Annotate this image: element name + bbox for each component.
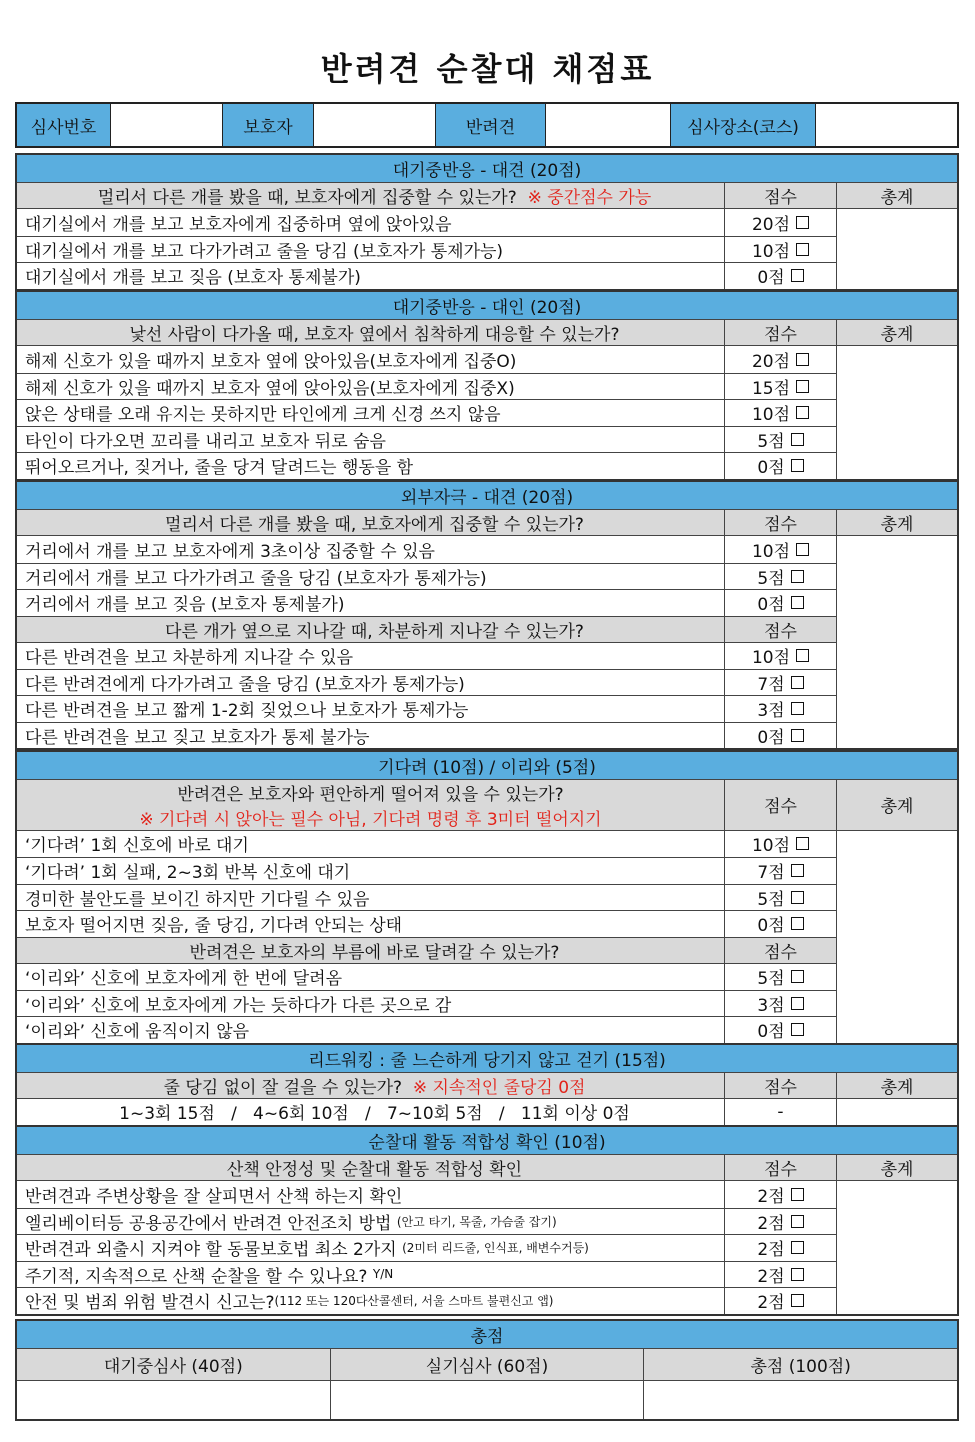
list-item: 뛰어오르거나, 짖거나, 줄을 당겨 달려드는 행동을 함 0점: [17, 452, 836, 479]
list-item: 주기적, 지속적으로 산책 순찰을 할 수 있나요? Y/N 2점: [17, 1261, 836, 1288]
question-text: 줄 당김 없이 잘 걸을 수 있는가?: [163, 1077, 403, 1098]
checkbox[interactable]: [791, 1215, 804, 1228]
total-header: 총계: [836, 510, 957, 536]
exam-no-field[interactable]: [111, 104, 223, 146]
score-header: 점수: [724, 938, 836, 964]
score-header: 점수: [724, 780, 836, 830]
total-header: 총계: [836, 1073, 957, 1099]
list-item: 반려견과 주변상황을 잘 살피면서 산책 하는지 확인 2점: [17, 1181, 836, 1208]
section-header: 대기중반응 - 대인 (20점): [17, 292, 957, 319]
list-item: 대기실에서 개를 보고 짖음 (보호자 통제불가) 0점: [17, 262, 836, 289]
checkbox[interactable]: [791, 433, 804, 446]
list-item: 해제 신호가 있을 때까지 보호자 옆에 앉아있음(보호자에게 집중O) 20점: [17, 346, 836, 373]
list-item: 해제 신호가 있을 때까지 보호자 옆에 앉아있음(보호자에게 집중X) 15점: [17, 373, 836, 400]
list-item: 다른 반려견에게 다가가려고 줄을 당김 (보호자가 통제가능) 7점: [17, 669, 836, 696]
guardian-field[interactable]: [314, 104, 436, 146]
checkbox[interactable]: [791, 1268, 804, 1281]
score-header: 점수: [724, 510, 836, 536]
checkbox[interactable]: [791, 459, 804, 472]
list-item: 안전 및 범죄 위험 발견시 신고는? (112 또는 120다산콜센터, 서울 스마트 불편신고 앱) 2점: [17, 1287, 836, 1314]
question-row: [17, 319, 957, 346]
place-field[interactable]: [816, 104, 957, 146]
list-item: ‘기다려’ 1회 실패, 2~3회 반복 신호에 대기 7점: [17, 857, 836, 884]
question-text: 멀리서 다른 개를 봤을 때, 보호자에게 집중할 수 있는가?: [97, 187, 517, 208]
list-item: [17, 1098, 957, 1125]
item-note: (안고 타기, 목줄, 가슴줄 잡기): [396, 1214, 557, 1229]
place-label: 심사장소(코스): [671, 104, 816, 146]
list-item: 다른 반려견을 보고 짧게 1-2회 짖었으나 보호자가 통제가능 3점: [17, 695, 836, 722]
list-item: 거리에서 개를 보고 다가가려고 줄을 당김 (보호자가 통제가능) 5점: [17, 563, 836, 590]
question-text: 낯선 사람이 다가올 때, 보호자 옆에서 침착하게 대응할 수 있는가?: [129, 324, 620, 345]
section-header: 기다려 (10점) / 이리와 (5점): [17, 752, 957, 779]
total-field[interactable]: [836, 1181, 957, 1314]
list-item: ‘기다려’ 1회 신호에 바로 대기 10점: [17, 831, 836, 858]
checkbox[interactable]: [791, 702, 804, 715]
section-header: 외부자극 - 대견 (20점): [17, 482, 957, 509]
checkbox[interactable]: [791, 1294, 804, 1307]
total-header: 총계: [836, 780, 957, 830]
section-waiting-person: [15, 290, 959, 481]
summary-practical-field[interactable]: [330, 1381, 644, 1419]
dog-field[interactable]: [546, 104, 671, 146]
total-field[interactable]: [836, 536, 957, 748]
section-external-dog: [15, 480, 959, 750]
question-row: [17, 616, 836, 643]
checkbox[interactable]: [796, 353, 809, 366]
exam-no-label: 심사번호: [17, 104, 111, 146]
checkbox[interactable]: [796, 380, 809, 393]
list-item: 앉은 상태를 오래 유지는 못하지만 타인에게 크게 신경 쓰지 않음 10점: [17, 399, 836, 426]
score-header: 점수: [724, 183, 836, 209]
summary-total-field[interactable]: [643, 1381, 957, 1419]
checkbox[interactable]: [791, 891, 804, 904]
checkbox[interactable]: [791, 1023, 804, 1036]
section-header: 대기중반응 - 대견 (20점): [17, 155, 957, 182]
checkbox[interactable]: [796, 837, 809, 850]
section-patrol-fitness: [15, 1125, 959, 1316]
checkbox[interactable]: [791, 596, 804, 609]
checkbox[interactable]: [796, 543, 809, 556]
total-field[interactable]: [836, 831, 957, 1043]
list-item: 거리에서 개를 보고 보호자에게 3초이상 집중할 수 있음 10점: [17, 536, 836, 563]
summary-col-waiting: 대기중심사 (40점): [103, 1357, 243, 1377]
question-row: [17, 779, 957, 830]
question-row: [17, 1072, 957, 1099]
list-item: 대기실에서 개를 보고 보호자에게 집중하며 옆에 앉아있음 20점: [17, 209, 836, 236]
checkbox[interactable]: [796, 649, 809, 662]
section-header: 순찰대 활동 적합성 확인 (10점): [17, 1127, 957, 1154]
total-field[interactable]: [836, 209, 957, 289]
checkbox[interactable]: [791, 917, 804, 930]
checkbox[interactable]: [791, 970, 804, 983]
list-item: 타인이 다가오면 꼬리를 내리고 보호자 뒤로 숨음 5점: [17, 426, 836, 453]
question-note: ※ 지속적인 줄당김 0점: [412, 1077, 586, 1098]
checkbox[interactable]: [796, 406, 809, 419]
checkbox[interactable]: [791, 864, 804, 877]
page-title: 반려견 순찰대 채점표: [320, 50, 655, 88]
total-header: 총계: [836, 183, 957, 209]
checkbox[interactable]: [791, 729, 804, 742]
scoring-rule: 1~3회 15점 / 4~6회 10점 / 7~10회 5점 / 11회 이상 0점: [119, 1104, 630, 1125]
dog-label: 반려견: [436, 104, 546, 146]
question-text: 산책 안정성 및 순찰대 활동 적합성 확인: [226, 1159, 523, 1180]
list-item: 반려견과 외출시 지켜야 할 동물보호법 최소 2가지 (2미터 리드줄, 인식표, 배변수거등) 2점: [17, 1234, 836, 1261]
item-note: Y/N: [372, 1267, 394, 1282]
guardian-label: 보호자: [223, 104, 314, 146]
section-wait-come: [15, 750, 959, 1045]
total-field[interactable]: [836, 346, 957, 479]
checkbox[interactable]: [791, 1188, 804, 1201]
section-lead-walking: [15, 1043, 959, 1127]
section-waiting-dog: [15, 153, 959, 291]
question-text: 멀리서 다른 개를 봤을 때, 보호자에게 집중할 수 있는가?: [165, 514, 584, 535]
question-text: 다른 개가 옆으로 지나갈 때, 차분하게 지나갈 수 있는가?: [165, 621, 584, 642]
checkbox[interactable]: [791, 570, 804, 583]
item-note: (112 또는 120다산콜센터, 서울 스마트 불편신고 앱): [274, 1294, 554, 1309]
list-item: ‘이리와’ 신호에 보호자에게 가는 듯하다가 다른 곳으로 감 3점: [17, 990, 836, 1017]
checkbox[interactable]: [791, 676, 804, 689]
list-item: ‘이리와’ 신호에 움직이지 않음 0점: [17, 1016, 836, 1043]
total-header: 총계: [836, 1155, 957, 1181]
question-text: 반려견은 보호자의 부름에 바로 달려갈 수 있는가?: [189, 942, 560, 963]
question-row: [17, 509, 957, 536]
total-header: 총계: [836, 320, 957, 346]
checkbox[interactable]: [791, 269, 804, 282]
score-header: 점수: [724, 1073, 836, 1099]
summary-col-total: 총점 (100점): [643, 1349, 957, 1380]
question-row: [17, 937, 836, 964]
score-header: 점수: [724, 1155, 836, 1181]
list-item: 다른 반려견을 보고 차분하게 지나갈 수 있음 10점: [17, 642, 836, 669]
summary-col-practical: 실기심사 (60점): [330, 1349, 644, 1380]
summary-waiting-field[interactable]: [17, 1381, 330, 1419]
question-note: ※ 중간점수 가능: [527, 187, 652, 208]
item-note: (2미터 리드줄, 인식표, 배변수거등): [402, 1241, 589, 1256]
score-header: 점수: [724, 617, 836, 643]
score-header: 점수: [724, 320, 836, 346]
checkbox[interactable]: [796, 243, 809, 256]
question-row: [17, 1154, 957, 1181]
checkbox[interactable]: [796, 216, 809, 229]
list-item: ‘이리와’ 신호에 보호자에게 한 번에 달려옴 5점: [17, 963, 836, 990]
list-item: 대기실에서 개를 보고 다가가려고 줄을 당김 (보호자가 통제가능) 10점: [17, 236, 836, 263]
info-bar: [15, 102, 959, 148]
list-item: 보호자 떨어지면 짖음, 줄 당김, 기다려 안되는 상태 0점: [17, 910, 836, 937]
total-field[interactable]: [836, 1099, 957, 1125]
summary-header: 총점: [17, 1321, 957, 1349]
checkbox[interactable]: [791, 997, 804, 1010]
checkbox[interactable]: [791, 1241, 804, 1254]
question-text: 반려견은 보호자와 편안하게 떨어져 있을 수 있는가?: [177, 784, 564, 805]
question-row: [17, 182, 957, 209]
summary-table: [15, 1319, 959, 1421]
score-value: -: [724, 1099, 836, 1125]
question-note: ※ 기다려 시 앉아는 필수 아님, 기다려 명령 후 3미터 떨어지기: [139, 809, 602, 830]
list-item: 다른 반려견을 보고 짖고 보호자가 통제 불가능 0점: [17, 722, 836, 749]
list-item: 거리에서 개를 보고 짖음 (보호자 통제불가) 0점: [17, 589, 836, 616]
section-header: 리드워킹 : 줄 느슨하게 당기지 않고 걷기 (15점): [17, 1045, 957, 1072]
list-item: 엘리베이터등 공용공간에서 반려견 안전조치 방법 (안고 타기, 목줄, 가슴줄 잡기) 2점: [17, 1208, 836, 1235]
list-item: 경미한 불안도를 보이긴 하지만 기다릴 수 있음 5점: [17, 884, 836, 911]
